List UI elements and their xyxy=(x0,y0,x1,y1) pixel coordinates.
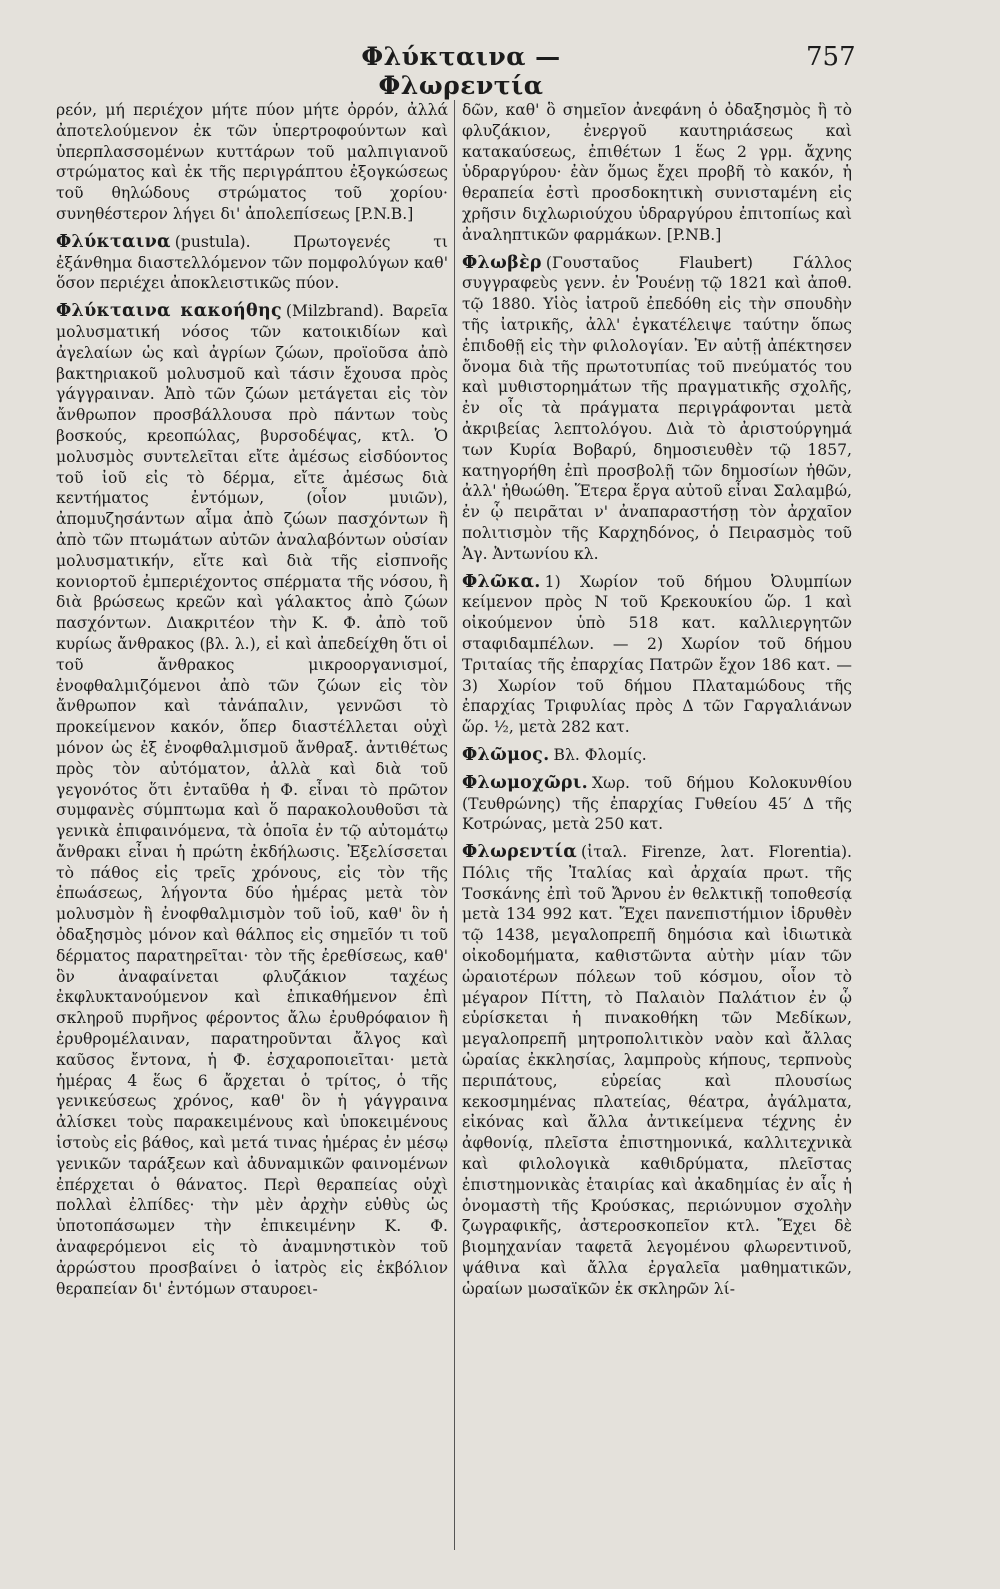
entry-text: δῶν, καθ' ὃ σημεῖον ἀνεφάνη ὁ ὀδαξησμὸς ἢ τὸ φλυζάκιον, ἐνεργοῦ καυτηριάσεως καὶ κατακαύσεως, ἐπιθέτων 1 ἕως 2 γρμ. ἄχνης ὑδραργύρου· ἐὰν ὅμως ἔχει προβῆ τὸ κακόν, ἡ θεραπεία ἐστὶ προσδοκητικὴ συνισταμένη εἰς χρῆσιν διχλωριούχου ὑδραργύρου ἐπιτοπίως καὶ ἀναληπτικῶν φαρμάκων. [P.NB.] xyxy=(462,101,852,244)
entry-lemma: Φλωμοχῶρι. xyxy=(462,772,589,793)
dictionary-entry xyxy=(462,100,852,246)
entry-text: (ἰταλ. Firenze, λατ. Florentia). Πόλις τῆς Ἰταλίας καὶ ἀρχαία πρωτ. τῆς Τοσκάνης ἐπὶ τοῦ Ἄρνου ἐν θελκτικῇ τοποθεσίᾳ μετὰ 134 992 κατ. Ἔχει πανεπιστήμιον ἱδρυθὲν τῷ 1438, μεγαλοπρεπῆ δημόσια καὶ ἰδιωτικὰ οἰκοδομήματα, καθιστῶντα αὐτὴν μίαν τῶν ὡραιοτέρων πόλεων τοῦ κόσμου, οἷον τὸ μέγαρον Πίττη, τὸ Παλαιὸν Παλάτιον ἐν ᾧ εὑρίσκεται ἡ πινακοθήκη τῶν Μεδίκων, μεγαλοπρεπῆ μητροπολιτικὸν ναὸν καὶ ἄλλας ὡραίας ἐκκλησίας, λαμπροὺς κήπους, τερπνοὺς περιπάτους, εὐρείας καὶ πλουσίως κεκοσμημένας πλατείας, θέατρα, ἀγάλματα, εἰκόνας καὶ ἄλλα ἀντικείμενα τέχνης ἐν ἀφθονίᾳ, πλεῖστα ἐπιστημονικά, καλλιτεχνικὰ καὶ φιλολογικὰ καθιδρύματα, πλεῖστας ἐπιστημονικὰς ἑταιρίας καὶ ἀκαδημίας ἐν αἷς ἡ ὀνομαστὴ τῆς Κρούσκας, περιώνυμον σχολὴν ζωγραφικῆς, ἀστεροσκοπεῖον κτλ. Ἔχει δὲ βιομηχανίαν ταφετᾶ λεγομένου φλωρεντινοῦ, ψάθινα καὶ ἄλλα ἐργαλεῖα μαθηματικῶν, ὡραίων μωσαϊκῶν ἐκ σκληρῶν λί- xyxy=(462,843,852,1298)
entry-text: Βλ. Φλομίς. xyxy=(553,745,647,764)
entry-lemma: Φλύκταινα κακοήθης xyxy=(56,301,282,322)
page-number: 757 xyxy=(806,42,856,72)
dictionary-entry xyxy=(56,100,448,225)
entry-lemma: Φλύκταινα xyxy=(56,231,171,252)
entry-lemma: Φλῶκα. xyxy=(462,571,541,592)
entry-text: (Γουσταῦος Flaubert) Γάλλος συγγραφεὺς γενν. ἐν Ῥουένῃ τῷ 1821 καὶ ἀποθ. τῷ 1880. Υἱὸς ἰατροῦ ἐπεδόθη εἰς τὴν σπουδὴν τῆς ἰατρικῆς, ἀλλ' ἐγκατέλειψε ταύτην ὅπως ἐπιδοθῇ εἰς τὴν φιλολογίαν. Ἐν αὐτῇ ἀπέκτησεν ὄνομα διὰ τῆς πρωτοτυπίας τοῦ πνεύματός του καὶ μυθιστορημάτων τῆς πραγματικῆς σχολῆς, ἐν οἷς τὰ πράγματα περιγράφονται μετὰ ἀκριβείας λεπτολόγου. Διὰ τὸ ἀριστούργημά των Κυρία Βοβαρύ, δημοσιευθὲν τῷ 1857, κατηγορήθη ἐπὶ προσβολῇ τῶν δημοσίων ἠθῶν, ἀλλ' ἠθωώθη. Ἕτερα ἔργα αὐτοῦ εἶναι Σαλαμβώ, ἐν ᾧ πειρᾶται ν' ἀναπαραστήσῃ τὸν ἀρχαῖον πολιτισμὸν τῆς Καρχηδόνος, ὁ Πειρασμὸς τοῦ Ἁγ. Ἀντωνίου κλ. xyxy=(462,253,852,563)
entry-text: ρεόν, μή περιέχον μήτε πύον μήτε ὀρρόν, ἀλλά ἀποτελούμενον ἐκ τῶν ὑπερτροφούντων καὶ ὑπερπλασσομένων κυττάρων τοῦ μαλπιγιανοῦ στρώματος καὶ ἐκ τῆς περιγράπτου ἐξογκώσεως τοῦ θηλώδους στρώματος τοῦ χορίου· συνηθέστερον λήγει δι' ἀπολεπίσεως [P.N.B.] xyxy=(56,101,448,223)
left-column xyxy=(56,100,448,1306)
dictionary-entry xyxy=(56,232,448,294)
entry-text: 1) Χωρίον τοῦ δήμου Ὀλυμπίων κείμενον πρὸς Ν τοῦ Κρεκουκίου ὥρ. 1 καὶ οἰκούμενον ὑπὸ 518 κατ. καλλιεργητῶν σταφιδαμπέλων. — 2) Χωρίον τοῦ δήμου Τριταίας τῆς ἐπαρχίας Πατρῶν ἔχον 186 κατ. — 3) Χωρίον τοῦ δήμου Πλαταμώδους τῆς ἐπαρχίας Τριφυλίας πρὸς Δ τῶν Γαργαλιάνων ὥρ. ½, μετὰ 282 κατ. xyxy=(462,572,852,737)
page-header xyxy=(0,40,1000,100)
column-divider xyxy=(454,100,455,1550)
entry-text: Χωρ. τοῦ δήμου Κολοκυνθίου (Τευθρώνης) τῆς ἐπαρχίας Γυθείου 45′ Δ τῆς Κοτρώνας, μετὰ 250 κατ. xyxy=(462,773,852,834)
dictionary-entry xyxy=(462,253,852,565)
dictionary-entry xyxy=(462,773,852,835)
dictionary-entry xyxy=(462,745,852,766)
entry-text: (pustula). Πρωτογενές τι ἐξάνθημα διαστελλόμενον τῶν πομφολύγων καθ' ὅσον περιέχει ἀποκλειστικῶς πύον. xyxy=(56,232,448,293)
entry-lemma: Φλῶμος. xyxy=(462,744,550,765)
entry-lemma: Φλωρεντία xyxy=(462,842,578,863)
running-head: Φλύκταινα — Φλωρεντία xyxy=(361,42,561,100)
entry-text: (Milzbrand). Βαρεῖα μολυσματική νόσος τῶν κατοικιδίων καὶ ἀγελαίων ὡς καὶ ἀγρίων ζώων, προϊοῦσα ἀπὸ βακτηριακοῦ μολυσμοῦ καὶ τάσιν ἔχουσα πρὸς γάγγραιναν. Ἀπὸ τῶν ζώων μετάγεται εἰς τὸν ἄνθρωπον προσβάλλουσα πρὸ πάντων τοὺς βοσκούς, κρεοπώλας, βυρσοδέψας, κτλ. Ὁ μολυσμὸς συντελεῖται εἴτε ἀμέσως εἰσδύοντος τοῦ ἰοῦ εἰς τὸ δέρμα, εἴτε ἀμέσως διὰ κεντήματος ἐντόμων, (οἷον μυιῶν), ἀπομυζησάντων αἷμα ἀπὸ ζώων πασχόντων ἢ ἀπὸ τῶν πτωμάτων αὐτῶν ἀναλαβόντων οὐσίαν μολυσματικήν, εἴτε καὶ διὰ τῆς εἰσπνοῆς κονιορτοῦ ἐμπεριέχοντος σπέρματα τῆς νόσου, ἢ διὰ βρώσεως κρεῶν καὶ γάλακτος ἀπὸ ζώων πασχόντων. Διακριτέον τὴν Κ. Φ. ἀπὸ τοῦ κυρίως ἄνθρακος (βλ. λ.), εἰ καὶ ἀπεδείχθη ὅτι οἱ τοῦ ἄνθρακος μικροοργανισμοί, ἐνοφθαλμιζόμενοι ἀπὸ τῶν ζώων εἰς τὸν ἄνθρωπον καὶ τἀνάπαλιν, γεννῶσι τὸ προκείμενον κακόν, ὅπερ διαστέλλεται οὐχὶ μόνον ὡς ἐξ ἐνοφθαλμισμοῦ ἄνθραξ. ἀντιθέτως πρὸς τὸν αὐτόματον, ἀλλὰ καὶ διὰ τοῦ γεγονότος ὅτι ἐνταῦθα ἡ Φ. εἶναι τὸ πρῶτον συμφανὲς σύμπτωμα καὶ ὅ παρακολουθοῦσι τὰ γενικὰ ἐπιφαινόμενα, τὰ ὁποῖα ἐν τῷ αὐτομάτῳ ἄνθρακι εἶναι ἡ πρώτη ἐκδήλωσις. Ἐξελίσσεται τὸ πάθος εἰς τρεῖς χρόνους, εἰς τὸν τῆς ἐπωάσεως, λήγοντα δύο ἡμέρας μετὰ τὸν μολυσμὸν ἢ ἐνοφθαλμισμὸν τοῦ ἰοῦ, καθ' ὃν ἡ ὀδαξησμὸς μόνον καὶ θάλπος εἰς σημεῖόν τι τοῦ δέρματος παρατηρεῖται· τὸν τῆς ἐρεθίσεως, καθ' ὃν ἀναφαίνεται φλυζάκιον ταχέως ἐκφλυκτανούμενον καὶ ἐπικαθήμενον ἐπὶ σκληροῦ πυρῆνος φέροντος ἄλω ἐρυθρόφαιον ἢ ἐρυθρομέλαιναν, παρατηροῦνται ἄλγος καὶ καῦσος ἔντονα, ἡ Φ. ἐσχαροποιεῖται· μετὰ ἡμέρας 4 ἕως 6 ἄρχεται ὁ τρίτος, ὁ τῆς γενικεύσεως χρόνος, καθ' ὃν ἡ γάγγραινα ἀλίσκει τοὺς παρακειμένους καὶ ὑποκειμένους ἱστοὺς εἰς βάθος, καὶ μετά τινας ἡμέρας ἐν μέσῳ γενικῶν ταράξεων καὶ ἀδυναμικῶν φαινομένων ἐπέρχεται ὁ θάνατος. Περὶ θεραπείας οὐχὶ πολλαὶ ἐλπίδες· τὴν μὲν ἀρχὴν εὐθὺς ὡς ὑποτοπάσωμεν τὴν ἐπικειμένην Κ. Φ. ἀναφερόμενοι εἰς τὸ ἀναμνηστικὸν τοῦ ἀρρώστου προσβαίνει ὁ ἰατρὸς εἰς ἐκβόλιον θεραπείαν δι' ἐντόμων σταυροει- xyxy=(56,302,448,1298)
dictionary-entry xyxy=(56,301,448,1299)
dictionary-entry xyxy=(462,572,852,738)
dictionary-entry xyxy=(462,842,852,1300)
entry-lemma: Φλωβὲρ xyxy=(462,252,542,273)
right-column xyxy=(462,100,852,1307)
